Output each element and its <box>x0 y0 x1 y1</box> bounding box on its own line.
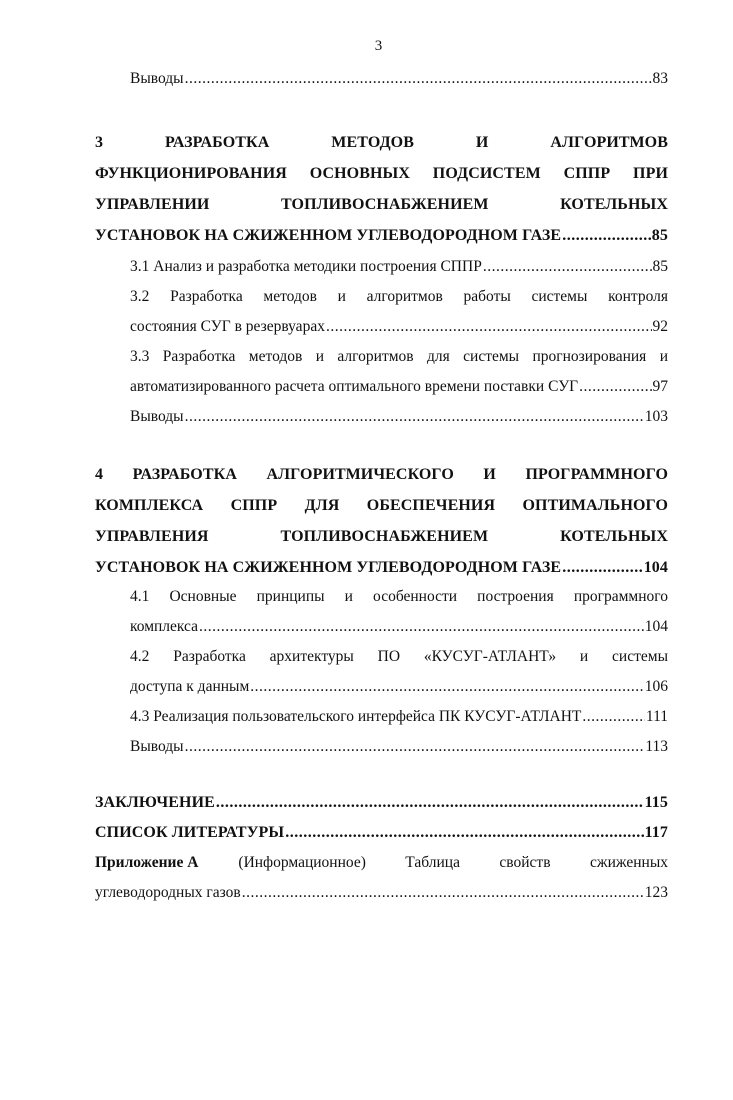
toc-entry-title: 4.3 Реализация пользовательского интерфейса ПК КУСУГ-АТЛАНТ <box>130 708 582 725</box>
toc-chapter-4-line-2[interactable] <box>95 497 668 525</box>
chapter-title-text: УСТАНОВОК НА СЖИЖЕННОМ УГЛЕВОДОРОДНОМ ГАЗЕ <box>95 227 562 244</box>
toc-entry-title: доступа к данным <box>130 678 250 695</box>
toc-entry-3-1[interactable] <box>130 258 668 286</box>
dot-leader <box>562 227 651 245</box>
toc-chapter-3-line-3[interactable] <box>95 196 668 224</box>
toc-entry-4-1-line-2[interactable] <box>130 618 668 646</box>
toc-chapter-3-line-2[interactable] <box>95 165 668 193</box>
toc-entry-page: 85 <box>651 227 668 244</box>
chapter-title-text: УПРАВЛЕНИИ ТОПЛИВОСНАБЖЕНИЕМ КОТЕЛЬНЫХ <box>95 196 668 213</box>
toc-entry-title: углеводородных газов <box>95 884 241 901</box>
toc-entry-page: 104 <box>643 559 668 576</box>
chapter-title-text: 4 РАЗРАБОТКА АЛГОРИТМИЧЕСКОГО И ПРОГРАММНОГО <box>95 466 668 483</box>
dot-leader <box>582 708 644 726</box>
toc-entry-references[interactable] <box>95 824 668 852</box>
dot-leader <box>242 884 644 902</box>
toc-entry-3-3-line-1[interactable] <box>130 348 668 376</box>
dot-leader <box>216 794 644 812</box>
toc-entry-title: автоматизированного расчета оптимального времени поставки СУГ <box>130 378 579 395</box>
toc-entry-ch4-conclusions[interactable] <box>130 738 668 766</box>
chapter-title-text: ФУНКЦИОНИРОВАНИЯ ОСНОВНЫХ ПОДСИСТЕМ СППР ПРИ <box>95 165 668 182</box>
toc-entry-title: СПИСОК ЛИТЕРАТУРЫ <box>95 824 285 841</box>
toc-entry-title: (Информационное) Таблица свойств сжиженных <box>238 854 668 871</box>
toc-entry-title: 3.2 Разработка методов и алгоритмов работы системы контроля <box>130 288 668 305</box>
toc-entry-ch2-conclusions[interactable] <box>130 70 668 98</box>
toc-chapter-3-line-4[interactable] <box>95 227 668 255</box>
dot-leader <box>185 70 652 88</box>
dot-leader <box>483 258 652 276</box>
toc-entry-page: 113 <box>645 738 668 755</box>
toc-entry-page: 97 <box>652 378 668 395</box>
toc-entry-page: 92 <box>652 318 668 335</box>
toc-entry-title: ЗАКЛЮЧЕНИЕ <box>95 794 215 811</box>
toc-chapter-4-line-4[interactable] <box>95 559 668 587</box>
toc-entry-page: 103 <box>644 408 668 425</box>
toc-entry-4-2-line-1[interactable] <box>130 648 668 676</box>
dot-leader <box>562 559 642 577</box>
toc-entry-title: комплекса <box>130 618 199 635</box>
toc-entry-title: Выводы <box>130 738 184 755</box>
chapter-title-text: УСТАНОВОК НА СЖИЖЕННОМ УГЛЕВОДОРОДНОМ ГАЗЕ <box>95 559 562 576</box>
dot-leader <box>250 678 643 696</box>
toc-entry-page: 83 <box>652 70 668 87</box>
toc-entry-3-3-line-2[interactable] <box>130 378 668 406</box>
page-number: 3 <box>374 38 383 54</box>
toc-entry-title: Выводы <box>130 70 184 87</box>
toc-entry-title: состояния СУГ в резервуарах <box>130 318 325 335</box>
toc-entry-conclusion[interactable] <box>95 794 668 822</box>
dot-leader <box>579 378 651 396</box>
dot-leader <box>199 618 644 636</box>
dot-leader <box>185 408 644 426</box>
toc-entry-4-3[interactable] <box>130 708 668 736</box>
toc-entry-4-1-line-1[interactable] <box>130 588 668 616</box>
toc-entry-page: 111 <box>645 708 668 725</box>
toc-entry-appendix-line-2[interactable] <box>95 884 668 912</box>
toc-chapter-3-line-1[interactable] <box>95 134 668 162</box>
chapter-title-text: УПРАВЛЕНИЯ ТОПЛИВОСНАБЖЕНИЕМ КОТЕЛЬНЫХ <box>95 528 668 545</box>
toc-entry-3-2-line-2[interactable] <box>130 318 668 346</box>
toc-chapter-4-line-3[interactable] <box>95 528 668 556</box>
toc-entry-page: 117 <box>644 824 668 841</box>
chapter-title-text: КОМПЛЕКСА СППР ДЛЯ ОБЕСПЕЧЕНИЯ ОПТИМАЛЬНОГО <box>95 497 668 514</box>
dot-leader <box>326 318 652 336</box>
toc-entry-ch3-conclusions[interactable] <box>130 408 668 436</box>
toc-entry-page: 106 <box>644 678 668 695</box>
toc-entry-page: 85 <box>652 258 668 275</box>
dot-leader <box>185 738 645 756</box>
toc-entry-title: 3.3 Разработка методов и алгоритмов для системы прогнозирования и <box>130 348 668 365</box>
chapter-title-text: 3 РАЗРАБОТКА МЕТОДОВ И АЛГОРИТМОВ <box>95 134 668 151</box>
toc-entry-4-2-line-2[interactable] <box>130 678 668 706</box>
toc-entry-title: 3.1 Анализ и разработка методики построения СППР <box>130 258 482 275</box>
toc-entry-title: 4.1 Основные принципы и особенности построения программного <box>130 588 668 605</box>
toc-entry-page: 115 <box>644 794 668 811</box>
toc-entry-3-2-line-1[interactable] <box>130 288 668 316</box>
appendix-label: Приложение А <box>95 854 199 871</box>
toc-entry-title: 4.2 Разработка архитектуры ПО «КУСУГ-АТЛАНТ» и системы <box>130 648 668 665</box>
dot-leader <box>285 824 643 842</box>
toc-entry-page: 123 <box>644 884 668 901</box>
toc-entry-title: Выводы <box>130 408 184 425</box>
toc-entry-appendix-line-1[interactable] <box>95 854 668 882</box>
toc-entry-page: 104 <box>644 618 668 635</box>
toc-chapter-4-line-1[interactable] <box>95 466 668 494</box>
